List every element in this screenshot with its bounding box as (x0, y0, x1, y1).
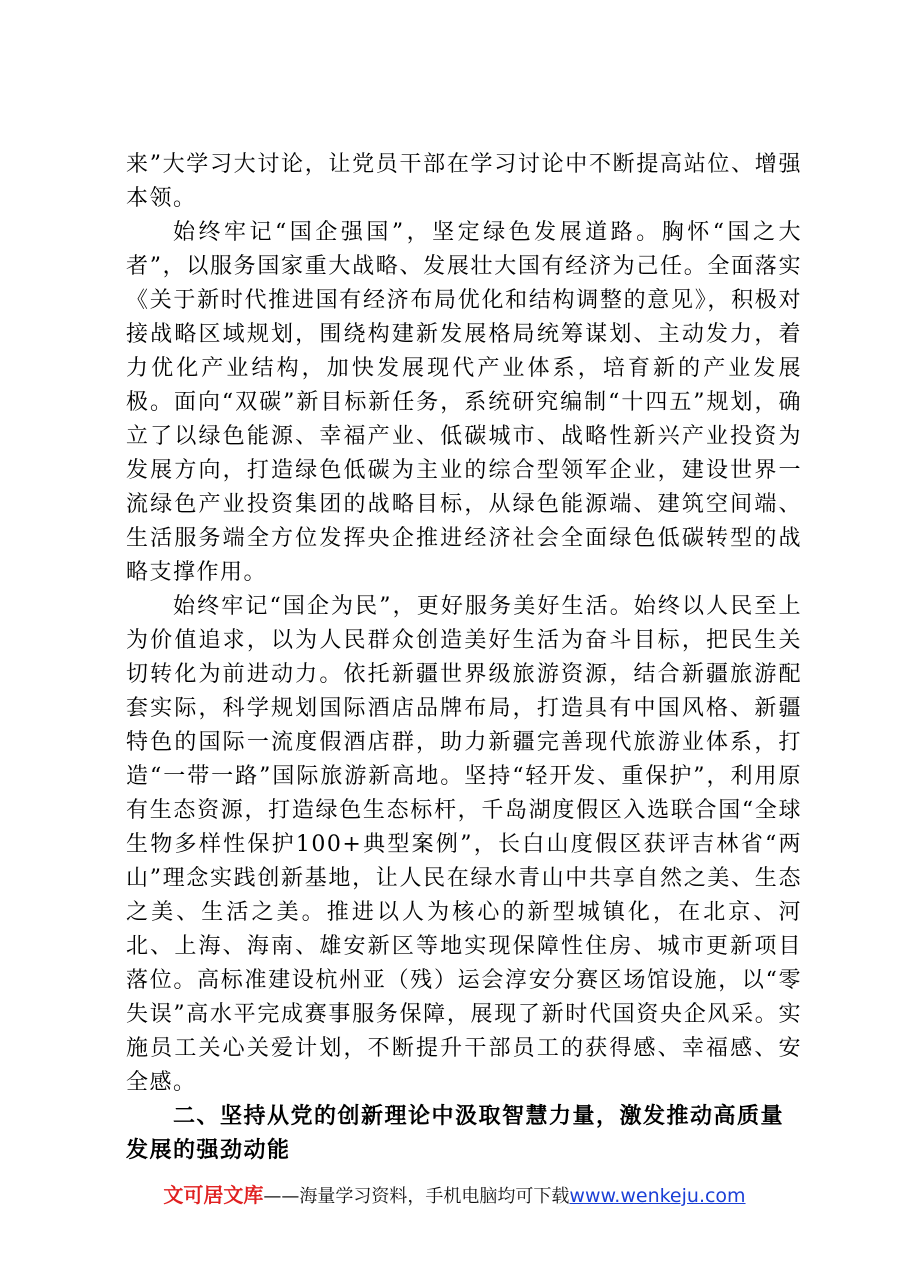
footer-banner (0, 1182, 909, 1210)
footer-slogan: ——海量学习资料，手机电脑均可下载 (263, 1186, 570, 1207)
document-body (126, 148, 802, 1168)
section-heading: 二、坚持从党的创新理论中汲取智慧力量，激发推动高质量发展的强劲动能 (126, 1104, 785, 1163)
paragraph-continuation: 来”大学习大讨论，让党员干部在学习讨论中不断提高站位、增强本领。 (126, 152, 802, 211)
paragraph-serving-people: 始终牢记“国企为民”，更好服务美好生活。始终以人民至上为价值追求，以为人民群众创造美好生活为奋斗目标，把民生关切转化为前进动力。依托新疆世界级旅游资源，结合新疆旅游配套实际，科学规划国际酒店品牌布局，打造具有中国风格、新疆特色的国际一流度假酒店群，助力新疆完善现代旅游业体系，打造“一带一路”国际旅游新高地。坚持“轻开发、重保护”，利用原有生态资源，打造绿色生态标杆，千岛湖度假区入选联合国“全球生物多样性保护100+典型案例”，长白山度假区获评吉林省“两山”理念实践创新基地，让人民在绿水青山中共享自然之美、生态之美、生活之美。推进以人为核心的新型城镇化，在北京、河北、上海、海南、雄安新区等地实现保障性住房、城市更新项目落位。高标准建设杭州亚（残）运会淳安分赛区场馆设施，以“零失误”高水平完成赛事服务保障，展现了新时代国资央企风采。实施员工关心关爱计划，不断提升干部员工的获得感、幸福感、安全感。 (126, 594, 802, 1095)
footer-url-link[interactable]: www.wenkeju.com (569, 1185, 746, 1207)
paragraph-green-development: 始终牢记“国企强国”，坚定绿色发展道路。胸怀“国之大者”，以服务国家重大战略、发展壮大国有经济为己任。全面落实《关于新时代推进国有经济布局优化和结构调整的意见》，积极对接战略区域规划，围绕构建新发展格局统筹谋划、主动发力，着力优化产业结构，加快发展现代产业体系，培育新的产业发展极。面向“双碳”新目标新任务，系统研究编制“十四五”规划，确立了以绿色能源、幸福产业、低碳城市、战略性新兴产业投资为发展方向，打造绿色低碳为主业的综合型领军企业，建设世界一流绿色产业投资集团的战略目标，从绿色能源端、建筑空间端、生活服务端全方位发挥央企推进经济社会全面绿色低碳转型的战略支撑作用。 (126, 220, 802, 585)
footer-brand: 文可居文库 (163, 1183, 264, 1207)
